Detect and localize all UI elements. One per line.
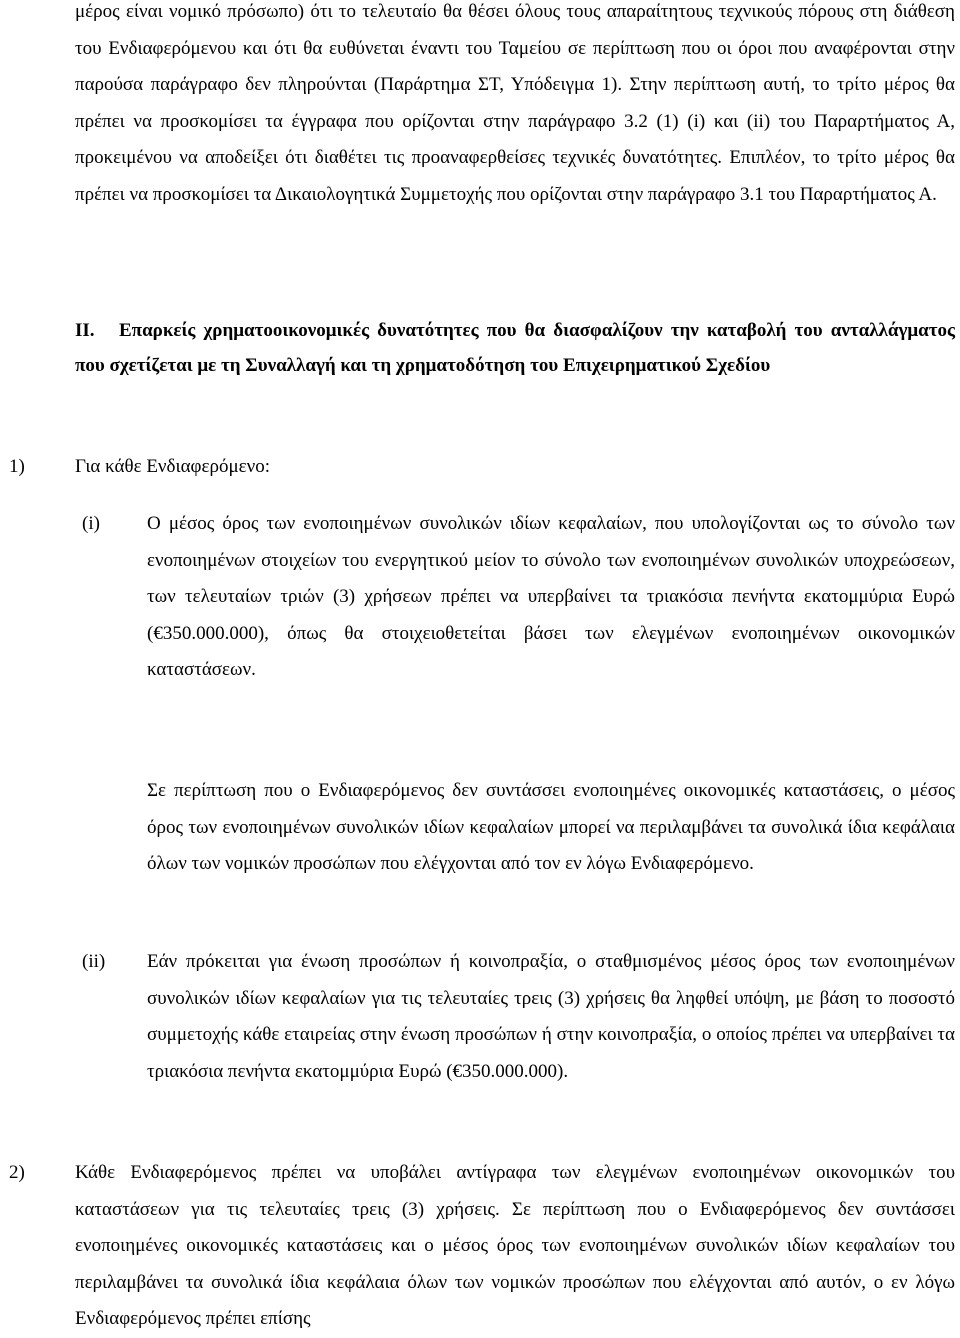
sub-item-i-text: Ο μέσος όρος των ενοποιημένων συνολικών ιδίων κεφαλαίων, που υπολογίζονται ως το σύνολο των ενοποιημένων στοιχείων του ενεργητικού μείον το σύνολο των ενοποιημένων συνολικών υποχρεώσεων, των τελευταίων τριών (3) χρήσεων πρέπει να υπερβαίνει τα τριακόσια πενήντα εκατομμύρια Ευρώ (€350.000.000), όπως θα στοιχειοθετείται βάσει των ελεγμένων ενοποιημένων οικονομικών καταστάσεων. <box>147 513 955 680</box>
item-1-number: 1) <box>9 456 25 477</box>
intro-paragraph: μέρος είναι νομικό πρόσωπο) ότι το τελευταίο θα θέσει όλους τους απαραίτητους τεχνικούς πόρους στη διάθεση του Ενδιαφερόμενου και ότι θα ευθύνεται έναντι του Ταμείου σε περίπτωση που οι όροι που αναφέρονται στην παρούσα παράγραφο δεν πληρούνται (Παράρτημα ΣΤ, Υπόδειγμα 1). Στην περίπτωση αυτή, το τρίτο μέρος θα πρέπει να προσκομίσει τα έγγραφα που ορίζονται στην παράγραφο 3.2 (1) (i) και (ii) του Παραρτήματος Α, προκειμένου να αποδείξει ότι διαθέτει τις προαναφερθείσες τεχνικές δυνατότητες. Επιπλέον, το τρίτο μέρος θα πρέπει να προσκομίσει τα Δικαιολογητικά Συμμετοχής που ορίζονται στην παράγραφο 3.1 του Παραρτήματος Α. <box>75 1 955 205</box>
section-number: ΙΙ. <box>75 320 95 341</box>
sub-item-ii-label: (ii) <box>82 951 106 972</box>
sub-item-ii-text: Εάν πρόκειται για ένωση προσώπων ή κοινοπραξία, ο σταθμισμένος μέσος όρος των ενοποιημένων συνολικών ιδίων κεφαλαίων για τις τελευταίες τρεις (3) χρήσεις θα ληφθεί υπόψη, με βάση το ποσοστό συμμετοχής κάθε εταιρείας στην ένωση προσώπων ή στην κοινοπραξία, ο οποίος πρέπει να υπερβαίνει τα τριακόσια πενήντα εκατομμύρια Ευρώ (€350.000.000). <box>147 951 955 1082</box>
section-title: Επαρκείς χρηματοοικονομικές δυνατότητες που θα διασφαλίζουν την καταβολή του ανταλλάγματος που σχετίζεται με τη Συναλλαγή και τη χρηματοδότηση του Επιχειρηματικού Σχεδίου <box>75 320 955 376</box>
sub-item-i-continuation: Σε περίπτωση που ο Ενδιαφερόμενος δεν συντάσσει ενοποιημένες οικονομικές καταστάσεις, ο μέσος όρος των ενοποιημένων συνολικών ιδίων κεφαλαίων μπορεί να περιλαμβάνει τα συνολικά ίδια κεφάλαια όλων των νομικών προσώπων που ελέγχονται από τον εν λόγω Ενδιαφερόμενο. <box>147 780 955 874</box>
item-1-text: Για κάθε Ενδιαφερόμενο: <box>75 456 271 477</box>
sub-item-i-label: (i) <box>82 513 100 534</box>
item-2-text: Κάθε Ενδιαφερόμενος πρέπει να υποβάλει αντίγραφα των ελεγμένων ενοποιημένων οικονομικών του καταστάσεων για τις τελευταίες τρεις (3) χρήσεις. Σε περίπτωση που ο Ενδιαφερόμενος δεν συντάσσει ενοποιημένες οικονομικές καταστάσεις και ο μέσος όρος των ενοποιημένων συνολικών ιδίων κεφαλαίων του περιλαμβάνει τα συνολικά ίδια κεφάλαια όλων των νομικών προσώπων που ελέγχονται από αυτόν, ο εν λόγω Ενδιαφερόμενος πρέπει επίσης <box>75 1162 955 1329</box>
item-2-number: 2) <box>9 1162 25 1183</box>
